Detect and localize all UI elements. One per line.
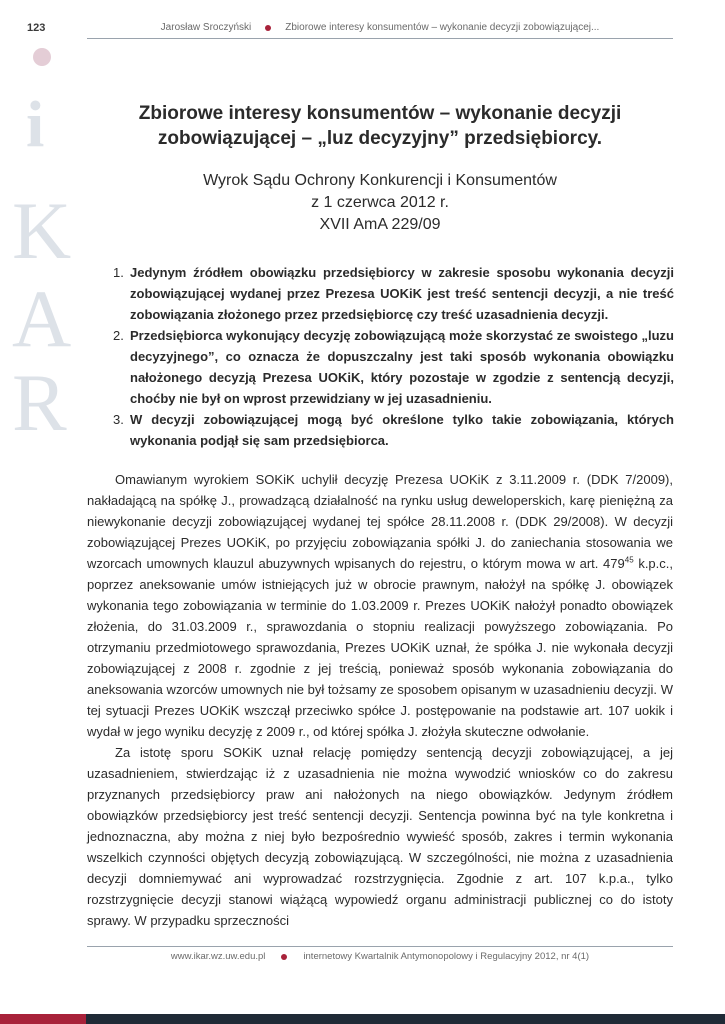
body-paragraph: Za istotę sporu SOKiK uznał relację pomiędzy sentencją decyzji zobowiązującej, a jej uzasadnieniem, stwierdzając iż z uzasadnienia nie można wywodzić wniosków co do zakresu przyznanych przedsiębiorcy praw ani nałożonych na niego obowiązków. Jedynym źródłem obowiązków przedsiębiorcy jest treść sentencji decyzji. Sentencja powinna być na tyle konkretna i jednoznaczna, aby można z niej było bezpośrednio wywieść sposób, zakres i termin wykonania wszelkich czynności objętych decyzją zobowiązującą. W szczególności, nie można z uzasadnienia decyzji domniemywać ani wyprowadzać rozstrzygnięcia. Zgodnie z art. 107 k.p.a., tylko rozstrzygnięcie decyzji stanowi wiążącą wypowiedź organu administracji publicznej co do istoty sprawy. W przypadku sprzeczności [87,745,673,928]
running-header [87,22,673,33]
header-author: Jarosław Sroczyński [160,22,252,33]
paragraph-text: k.p.c., poprzez aneksowanie umów istniejących już w obrocie prawnym, nałożył na spółkę J. obowiązek wykonania tego zobowiązania w terminie do 1.03.2009 r. Prezes UOKiK nałożył ponadto obowiązek złożenia, do 31.03.2009 r., sprawozdania o stopniu realizacji powyższego zobowiązania. Po otrzymaniu przedmiotowego sprawozdania, Prezes UOKiK uznał, że spółka J. nie wykonała decyzji zobowiązującej z 2008 r. zgodnie z jej treścią, ponieważ sposób wykonania zobowiązania do aneksowania wzorców umownych nie był tożsamy ze sposobem opisanym w uzasadnieniu decyzji. W tej sytuacji Prezes UOKiK wszczął przeciwko spółce J. postępowanie na podstawie art. 107 uokik i wydał w jego wyniku decyzję z 2009 r., od której spółka J. złożyła skuteczne odwołanie. [87,556,674,739]
header-separator-dot [265,25,271,31]
thesis-item [108,409,674,451]
footer-rule [87,946,673,947]
article-title [100,101,660,151]
case-number: XVII AmA 229/09 [319,216,441,233]
logo-letter-r: R [12,357,67,448]
court-name: Wyrok Sądu Ochrony Konkurencji i Konsumentów [203,172,557,189]
thesis-item [108,325,674,409]
thesis-text: W decyzji zobowiązującej mogą być określone tylko takie zobowiązania, których wykonania podjął się sam przedsiębiorca. [130,412,674,448]
theses-list [108,262,674,451]
thesis-text: Przedsiębiorca wykonujący decyzję zobowiązującą może skorzystać ze swoistego „luzu decyzyjnego”, co oznacza że dopuszczalny jest taki sposób wykonania obowiązku nałożonego decyzją Prezesa UOKiK, który pozostaje w zgodzie z sentencją decyzji, choćby nie był on wprost przewidziany w jej uzasadnieniu. [130,328,674,406]
body-paragraph [87,469,673,742]
footer-url[interactable]: www.ikar.wz.uw.edu.pl [170,951,266,962]
superscript: 45 [624,555,634,565]
bottom-accent-bar [0,1014,86,1024]
ikar-logo [10,40,80,448]
paragraph-text: Omawianym wyrokiem SOKiK uchylił decyzję Prezesa UOKiK z 3.11.2009 r. (DDK 7/2009), nakładającą na spółkę J., prowadzącą działalność na rynku usług deweloperskich, karę pieniężną za niewykonanie decyzji zobowiązującej wydanej tej spółce 28.11.2008 r. (DDK 29/2008). W decyzji zobowiązującej Prezes UOKiK, po przyjęciu zobowiązania spółki J. do zaniechania stosowania we wzorcach umownych klauzul abuzywnych wpisanych do rejestru, o którym mowa w art. 479 [87,472,673,571]
logo-dot-upper [33,48,51,66]
header-running-title: Zbiorowe interesy konsumentów – wykonanie decyzji zobowiązującej... [285,22,600,33]
title-line-1: Zbiorowe interesy konsumentów – wykonanie decyzji [138,103,622,124]
judgment-date: z 1 czerwca 2012 r. [311,194,449,211]
logo-letter-k: K [12,185,72,276]
article-body [87,469,673,931]
thesis-number: 2. [113,328,124,343]
header-rule [87,38,673,39]
logo-letter-i: i [26,88,45,161]
logo-letter-a: A [12,273,72,364]
page-footer [87,951,673,962]
thesis-text: Jedynym źródłem obowiązku przedsiębiorcy w zakresie sposobu wykonania decyzji zobowiązującej wydanej przez Prezesa UOKiK jest treść sentencji decyzji, a nie treść zobowiązania złożonego przez przedsiębiorcę czy treść uzasadnienia decyzji. [130,265,674,322]
bottom-dark-bar [86,1014,725,1024]
thesis-number: 3. [113,412,124,427]
thesis-item [108,262,674,325]
page-number: 123 [27,22,46,34]
thesis-number: 1. [113,265,124,280]
judgment-reference [100,170,660,236]
title-line-2: zobowiązującej – „luz decyzyjny” przedsiębiorcy. [157,128,603,149]
footer-separator-dot [281,954,287,960]
footer-journal: internetowy Kwartalnik Antymonopolowy i Regulacyjny 2012, nr 4(1) [303,951,590,962]
